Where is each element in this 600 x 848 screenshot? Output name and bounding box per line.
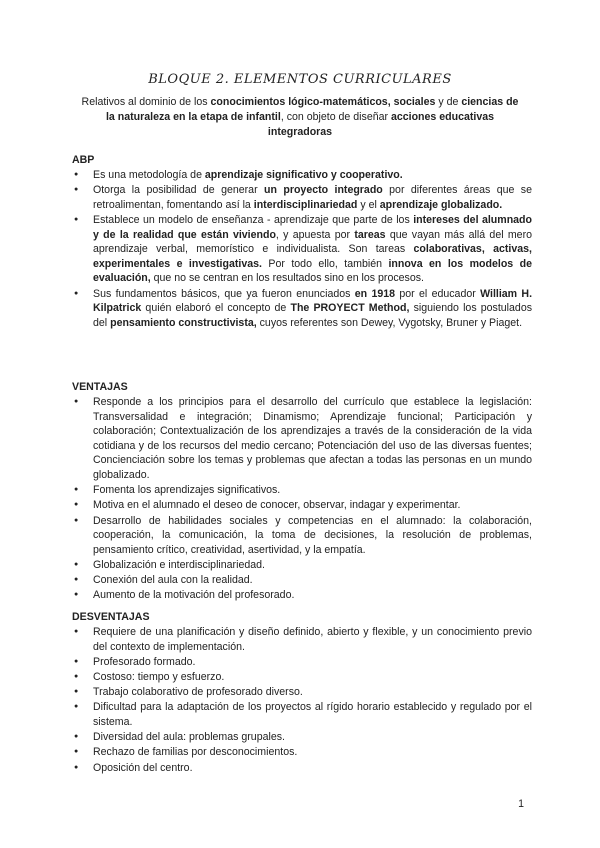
desventajas-section	[72, 611, 532, 776]
item-bold: un proyecto integrado	[264, 184, 383, 197]
item-text: Es una metodología de	[93, 169, 205, 181]
item-text: , y apuesta por	[275, 228, 355, 241]
subtitle-text: Relativos al dominio de los	[81, 96, 211, 108]
list-item: ● Requiere de una planificación y diseño definido, abierto y flexible, y un conocimiento previo del contexto de implementación.	[72, 625, 532, 654]
item-bold: innova en los modelos de evaluación,	[93, 257, 532, 285]
item-text: y el	[357, 198, 380, 211]
list-item	[72, 213, 532, 286]
subtitle-bold: conocimientos lógico-matemáticos, sociales	[210, 96, 436, 108]
ventajas-heading: VENTAJAS	[72, 381, 128, 393]
item-bold: William H. Kilpatrick	[93, 287, 533, 315]
list-item: ● Diversidad del aula: problemas grupales.	[72, 730, 532, 745]
item-text: que vayan más allá del mero aprendizaje verbal, memorístico e individualista. Son tareas	[93, 228, 532, 256]
item-text: por el educador	[395, 287, 481, 300]
page-number: 1	[518, 798, 524, 810]
list-item: ● Profesorado formado.	[72, 655, 532, 670]
abp-heading: ABP	[72, 154, 95, 166]
list-item: ● Desarrollo de habilidades sociales y competencias en el alumnado: la colaboración, cooperación, la comunicación, la toma de decisiones, la resolución de problemas, pensamiento crítico, creatividad, asertividad, y la empatía.	[72, 514, 532, 558]
item-bold: aprendizaje globalizado.	[379, 198, 503, 211]
ventajas-list	[72, 395, 532, 603]
desventajas-list	[72, 625, 532, 775]
item-bold: pensamiento constructivista,	[110, 316, 257, 329]
list-item: ● Conexión del aula con la realidad.	[72, 573, 532, 588]
item-text: Otorga la posibilidad de generar	[93, 184, 265, 197]
list-item	[72, 287, 532, 331]
item-text: Sus fundamentos básicos, que ya fueron enunciados	[93, 287, 355, 300]
list-item: ● Fomenta los aprendizajes significativos.	[72, 483, 532, 498]
item-text: que no se centran en los resultados sino en los procesos.	[150, 272, 424, 285]
subtitle-bold: ciencias de la naturaleza en la etapa de infantil	[105, 96, 519, 123]
list-item: ● Responde a los principios para el desarrollo del currículo que establece la legislación: Transversalidad e integración; Dinamismo; Aprendizaje funcional; Participación y colaboración; Contextualización de los aprendizajes a través de la consideración de la vida cotidiana y de los recursos del medio cercano; Potenciación del uso de las diversas fuentes; Concienciación sobre los temas y problemas que afectan a todas las personas en un mundo globalizado.	[72, 395, 532, 483]
item-bold: interdisciplinariedad	[253, 198, 358, 211]
subtitle-text: , con objeto de diseñar	[280, 111, 391, 123]
list-item: ● Aumento de la motivación del profesorado.	[72, 588, 532, 603]
page-title: BLOQUE 2. ELEMENTOS CURRICULARES	[148, 72, 452, 87]
item-bold: aprendizaje significativo y cooperativo.	[204, 169, 403, 181]
abp-section	[72, 154, 532, 331]
list-item: ● Motiva en el alumnado el deseo de conocer, observar, indagar y experimentar.	[72, 498, 532, 513]
subtitle-bold: acciones educativas integradoras	[267, 111, 495, 138]
list-item: ● Dificultad para la adaptación de los proyectos al rígido horario establecido y regulado por el sistema.	[72, 700, 532, 729]
list-item: ● Trabajo colaborativo de profesorado diverso.	[72, 685, 532, 700]
item-bold: en 1918	[354, 287, 396, 300]
item-text: cuyos referentes son Dewey, Vygotsky, Bruner y Piaget.	[256, 316, 523, 329]
ventajas-section	[72, 381, 532, 603]
list-item	[72, 183, 532, 212]
list-item: ● Globalización e interdisciplinariedad.	[72, 558, 532, 573]
abp-list	[72, 168, 532, 330]
list-item: ● Rechazo de familias por desconocimientos.	[72, 745, 532, 760]
subtitle	[80, 95, 520, 140]
item-text: Establece un modelo de enseñanza - aprendizaje que parte de los	[93, 213, 414, 226]
item-bold: intereses del alumnado y de la realidad que están viviendo	[93, 213, 533, 241]
list-item	[72, 168, 532, 183]
item-text: por diferentes áreas que se retroalimentan, fomentando así la	[93, 184, 532, 211]
item-text: siguiendo los postulados del	[93, 302, 533, 329]
subtitle-text: y de	[435, 96, 462, 108]
item-bold: colaborativas, activas, experimentales e investigativas.	[93, 243, 532, 270]
item-text: quién elaboró el concepto de	[141, 302, 291, 315]
list-item: ● Costoso: tiempo y esfuerzo.	[72, 670, 532, 685]
item-text: Por todo ello, también	[261, 257, 389, 270]
list-item: ● Oposición del centro.	[72, 761, 532, 776]
item-bold: The PROYECT Method,	[290, 302, 410, 315]
item-bold: tareas	[354, 228, 386, 241]
desventajas-heading: DESVENTAJAS	[72, 611, 150, 623]
